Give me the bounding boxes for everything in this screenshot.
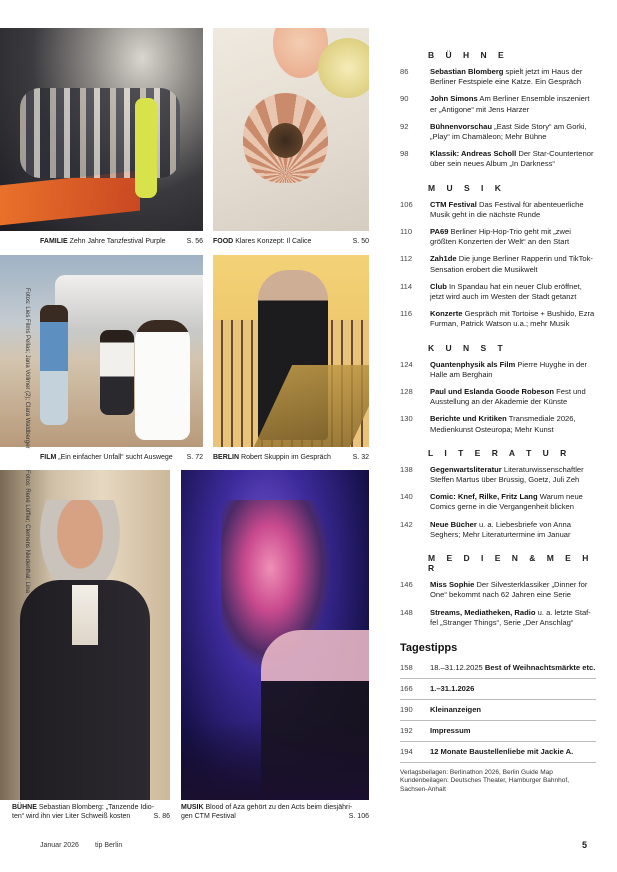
page-ref: 190 xyxy=(400,704,413,714)
section-heading: B Ü H N E xyxy=(428,50,509,60)
beilagen-line: Kundenbeilagen: Deutsches Theater, Hamburger Bahnhof, xyxy=(400,777,569,785)
entry-text: u. a. Liebesbriefe von Anna Seghers; Mehr Literaturtermine im Januar xyxy=(430,519,571,539)
page-ref: 110 xyxy=(400,227,413,237)
tagestipp-entry[interactable] xyxy=(400,726,596,742)
toc-entry[interactable] xyxy=(400,360,596,380)
entry-text: Das Festival für abenteuerliche Musik geht in die nächste Runde xyxy=(430,199,584,219)
page-ref: 142 xyxy=(400,519,413,529)
entry-title: Kleinanzeigen xyxy=(430,704,482,714)
page-ref: 116 xyxy=(400,309,413,319)
entry-title: Paul und Eslanda Goode Robeson xyxy=(430,387,555,397)
entry-title: Neue Bücher xyxy=(430,519,477,529)
footer-date: Januar 2026 xyxy=(40,842,79,849)
page-ref: 98 xyxy=(400,149,409,159)
photo-credit-bottom: Fotos: René Löffler; Clemens Niedenthal; Lina xyxy=(24,470,30,593)
entry-title: CTM Festival xyxy=(430,199,477,209)
toc-entry[interactable] xyxy=(400,282,596,302)
entry-text: u. a. letzte Staffel „Stranger Things“, Serie „Der Anschlag“ xyxy=(430,607,591,627)
beilagen-note xyxy=(400,769,596,795)
caption-food: FOOD Klares Konzept: Il Calice S. 50 xyxy=(213,238,369,245)
entry-text: Gespräch mit Tortoise + Bushido, Ezra Furman, Patrick Watson u.a.; mehr Musik xyxy=(430,309,595,329)
page-ref: 90 xyxy=(400,94,409,104)
tagestipp-entry[interactable] xyxy=(400,747,596,763)
photo-food xyxy=(213,28,369,231)
entry-title: Sebastian Blomberg xyxy=(430,67,504,76)
beilagen-line: Sachsen-Anhalt xyxy=(400,785,446,793)
entry-title: Best of Weihnachtsmärkte etc. xyxy=(484,662,596,672)
toc-entry[interactable] xyxy=(400,254,596,274)
entry-title: 12 Monate Baustellenliebe mit Jackie A. xyxy=(430,746,574,756)
page-ref: 138 xyxy=(400,464,413,474)
tagestipp-entry[interactable] xyxy=(400,705,596,721)
page-ref: 148 xyxy=(400,607,413,617)
tagestipps-heading: Tagestipps xyxy=(400,641,458,654)
page-ref: 128 xyxy=(400,387,413,397)
entry-text: Pierre Huyghe in der Halle am Berghain xyxy=(430,359,588,379)
caption-berlin: BERLIN Robert Skuppin im Gespräch S. 32 xyxy=(213,454,369,461)
photo-familie xyxy=(0,28,203,231)
toc-entry[interactable] xyxy=(400,227,596,247)
entry-text: Transmediale 2026, Medienkunst Osteuropa; Mehr Kunst xyxy=(430,414,576,434)
page-ref: 106 xyxy=(400,199,413,209)
entry-text: Die junge Berliner Rapperin und TikTok-Sensation erobert die Musikwelt xyxy=(430,254,593,274)
entry-text: Der Star-Countertenor über sein neues Album „In Darkness“ xyxy=(430,149,594,169)
entry-title: Streams, Mediatheken, Radio xyxy=(430,607,536,617)
entry-text: „East Side Story“ am Gorki, „Play“ im Chamäleon; Mehr Bühne xyxy=(430,121,587,142)
photo-musik xyxy=(181,470,369,800)
toc-entry[interactable] xyxy=(400,122,596,142)
entry-title: John Simons xyxy=(430,94,478,104)
entry-title: Impressum xyxy=(430,725,471,735)
entry-date: 18.–31.12.2025 xyxy=(430,662,485,672)
toc-entry[interactable] xyxy=(400,149,596,169)
toc-entry[interactable] xyxy=(400,200,596,220)
page-ref: 194 xyxy=(400,746,413,756)
toc-entry[interactable] xyxy=(400,67,596,87)
page-ref: 112 xyxy=(400,254,413,264)
entry-text: Der Silvesterklassiker „Dinner for One“ bekommt nach 62 Jahren eine Serie xyxy=(430,580,588,600)
toc-entry[interactable] xyxy=(400,94,596,114)
entry-text: spielt jetzt im Haus der Berliner Festspiele eine Katze. Ein Gespräch xyxy=(430,67,583,87)
page-ref: 146 xyxy=(400,580,413,590)
footer-brand: tip Berlin xyxy=(95,842,123,849)
page-ref: 158 xyxy=(400,662,413,672)
page-ref: 166 xyxy=(400,683,413,693)
caption-musik: MUSIK Blood of Aza gehört zu den Acts beim diesjähri- gen CTM Festival S. 106 xyxy=(181,804,369,820)
beilagen-line: Verlagsbeilagen: Berlinathon 2026, Berlin Guide Map xyxy=(400,768,553,776)
caption-buehne: BÜHNE Sebastian Blomberg: „Tanzende Idio- ten“ wird ihn vier Liter Schweiß kosten S. 86 xyxy=(12,804,170,820)
toc-entry[interactable] xyxy=(400,608,596,628)
entry-text: Warum neue Comics gerne in die Vergangenheit blicken xyxy=(430,492,583,512)
caption-film: FILM „Ein einfacher Unfall“ sucht Auswege S. 72 xyxy=(40,454,203,461)
tagestipp-entry[interactable] xyxy=(400,663,596,679)
page-ref: 114 xyxy=(400,281,413,291)
page-ref: 192 xyxy=(400,725,413,735)
entry-title: Konzerte xyxy=(430,309,463,319)
entry-title: PA69 xyxy=(430,227,449,237)
tagestipp-entry[interactable] xyxy=(400,684,596,700)
toc-entry[interactable] xyxy=(400,309,596,329)
table-of-contents xyxy=(400,40,596,794)
entry-title: Miss Sophie xyxy=(430,580,475,590)
toc-entry[interactable] xyxy=(400,520,596,540)
section-heading: K U N S T xyxy=(428,342,508,353)
toc-entry[interactable] xyxy=(400,414,596,434)
entry-text: Berliner Hip-Hop-Trio geht mit „zwei größten Konzerten der Welt“ an den Start xyxy=(430,227,571,247)
entry-title: Gegenwartsliteratur xyxy=(430,464,502,474)
page-ref: 92 xyxy=(400,121,409,131)
page-ref: 124 xyxy=(400,359,413,369)
entry-title: 1.–31.1.2026 xyxy=(430,683,475,693)
entry-text: Fest und Ausstellung an der Akademie der Künste xyxy=(430,387,586,407)
toc-entry[interactable] xyxy=(400,387,596,407)
toc-entry[interactable] xyxy=(400,580,596,600)
photo-berlin xyxy=(213,255,369,447)
page-ref: 86 xyxy=(400,67,409,76)
entry-title: Zah1de xyxy=(430,254,457,264)
page-number: 5 xyxy=(581,840,587,850)
toc-entry[interactable] xyxy=(400,465,596,485)
toc-entry[interactable] xyxy=(400,492,596,512)
entry-title: Comic: Knef, Rilke, Fritz Lang xyxy=(430,492,538,502)
entry-title: Bühnenvorschau xyxy=(430,121,493,131)
entry-text: Am Berliner Ensemble inszeniert er „Antigone“ mit Jens Harzer xyxy=(430,94,590,114)
entry-title: Klassik: Andreas Scholl xyxy=(430,149,517,159)
photo-credit-top: Fotos: Lies Films Pellas; Jana Vollmer (2); Clara Waldberger xyxy=(24,288,30,449)
entry-text: Literaturwissenschaftler Steffen Martus über Brussig, Goetz, Juli Zeh xyxy=(430,464,584,485)
page-ref: 130 xyxy=(400,414,413,424)
caption-familie: FAMILIE Zehn Jahre Tanzfestival Purple S. 56 xyxy=(40,238,203,245)
entry-title: Quantenphysik als Film xyxy=(430,359,516,369)
entry-title: Berichte und Kritiken xyxy=(430,414,507,424)
section-heading: M U S I K xyxy=(428,182,506,193)
entry-text: In Spandau hat ein neuer Club eröffnet, jetzt wird auch im Westen der Stadt getanzt xyxy=(430,281,582,302)
section-heading: M E D I E N & M E H R xyxy=(428,553,593,574)
page-ref: 140 xyxy=(400,492,413,502)
entry-title: Club xyxy=(430,281,447,291)
section-heading: L I T E R A T U R xyxy=(428,447,571,458)
